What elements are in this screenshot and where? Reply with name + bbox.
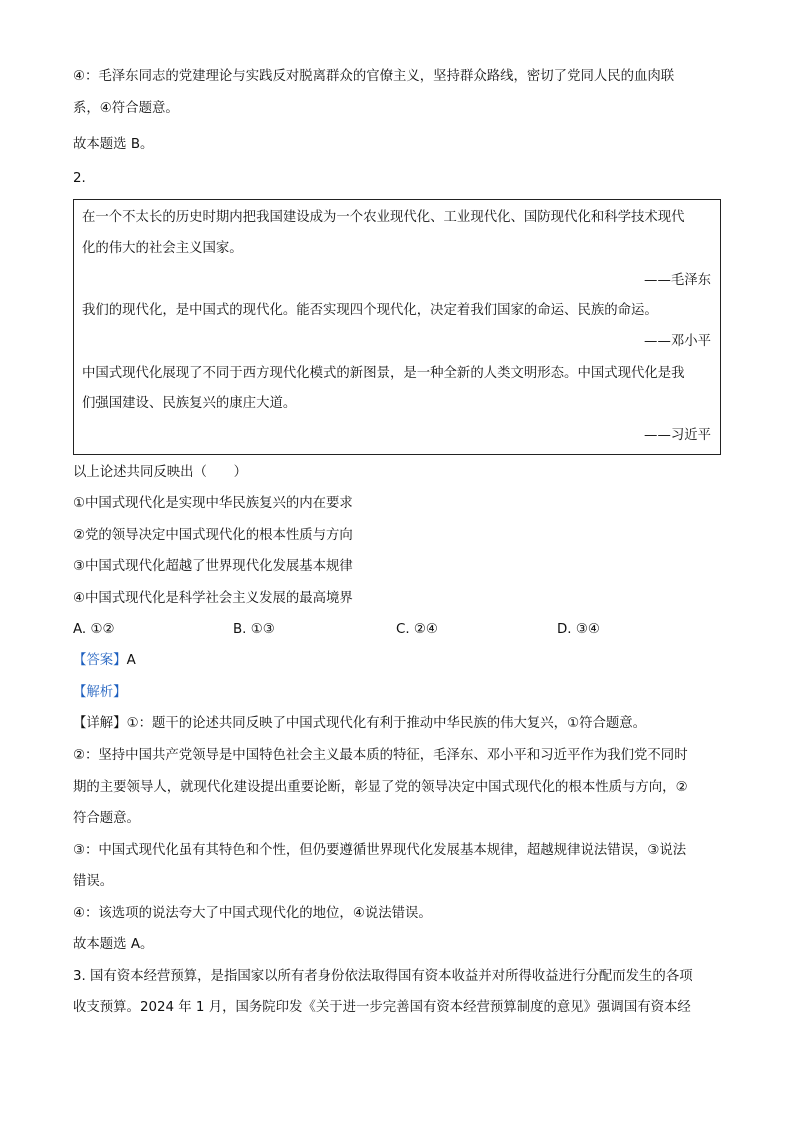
choice-b: B. ①③	[233, 622, 275, 637]
detail-3-line-2: 错误。	[73, 874, 114, 889]
quote-3-line-2: 们强国建设、民族复兴的康庄大道。	[82, 396, 297, 411]
quote-1-line-1: 在一个不太长的历史时期内把我国建设成为一个农业现代化、工业现代化、国防现代化和科学技术现代	[82, 210, 685, 225]
quote-3-author: ——习近平	[644, 428, 711, 443]
statement-1: ①中国式现代化是实现中华民族复兴的内在要求	[73, 496, 353, 511]
question-3-line-2: 收支预算。2024 年 1 月，国务院印发《关于进一步完善国有资本经营预算制度的意见》强调国有资本经	[73, 1000, 691, 1015]
choice-d: D. ③④	[557, 622, 600, 637]
choice-c: C. ②④	[396, 622, 438, 637]
detail-1	[73, 715, 646, 733]
answer-value: A	[126, 653, 136, 668]
statement-3: ③中国式现代化超越了世界现代化发展基本规律	[73, 559, 353, 574]
prev-item4-line2: 系，④符合题意。	[73, 101, 179, 116]
quote-1-line-2: 化的伟大的社会主义国家。	[82, 241, 243, 256]
choice-a: A. ①②	[73, 622, 115, 637]
question-2-number: 2.	[73, 171, 86, 186]
quote-3-line-1: 中国式现代化展现了不同于西方现代化模式的新图景，是一种全新的人类文明形态。中国式现代化是我	[82, 366, 685, 381]
detail-tag: 【详解】	[73, 716, 127, 731]
detail-2-line-2: 期的主要领导人，就现代化建设提出重要论断，彰显了党的领导决定中国式现代化的根本性质与方向，②	[73, 780, 688, 795]
statement-2: ②党的领导决定中国式现代化的根本性质与方向	[73, 528, 353, 543]
quote-box	[73, 199, 721, 455]
quote-1-author: ——毛泽东	[644, 273, 711, 288]
answer-tag: 【答案】	[73, 653, 127, 668]
analysis-tag	[73, 684, 127, 702]
detail-4: ④：该选项的说法夸大了中国式现代化的地位，④说法错误。	[73, 906, 432, 921]
quote-2-author: ——邓小平	[644, 334, 711, 349]
prev-conclusion: 故本题选 B。	[73, 137, 154, 152]
question-stem: 以上论述共同反映出（ ）	[73, 465, 248, 480]
detail-2-line-3: 符合题意。	[73, 811, 140, 826]
quote-2-line-1: 我们的现代化，是中国式的现代化。能否实现四个现代化，决定着我们国家的命运、民族的命运。	[82, 303, 658, 318]
q2-conclusion: 故本题选 A。	[73, 937, 154, 952]
answer-line	[73, 652, 136, 670]
question-3-line-1: 3. 国有资本经营预算，是指国家以所有者身份依法取得国有资本收益并对所得收益进行分配而发生的各项	[73, 969, 693, 984]
prev-item4-line1: ④：毛泽东同志的党建理论与实践反对脱离群众的官僚主义，坚持群众路线，密切了党同人民的血肉联	[73, 69, 675, 84]
detail-2-line-1: ②：坚持中国共产党领导是中国特色社会主义最本质的特征，毛泽东、邓小平和习近平作为我们党不同时	[73, 748, 688, 763]
detail-3-line-1: ③：中国式现代化虽有其特色和个性，但仍要遵循世界现代化发展基本规律，超越规律说法错误，③说法	[73, 843, 687, 858]
detail-1-text: ①：题干的论述共同反映了中国式现代化有利于推动中华民族的伟大复兴，①符合题意。	[126, 716, 647, 731]
analysis-tag-text: 【解析】	[73, 685, 127, 700]
statement-4: ④中国式现代化是科学社会主义发展的最高境界	[73, 591, 353, 606]
